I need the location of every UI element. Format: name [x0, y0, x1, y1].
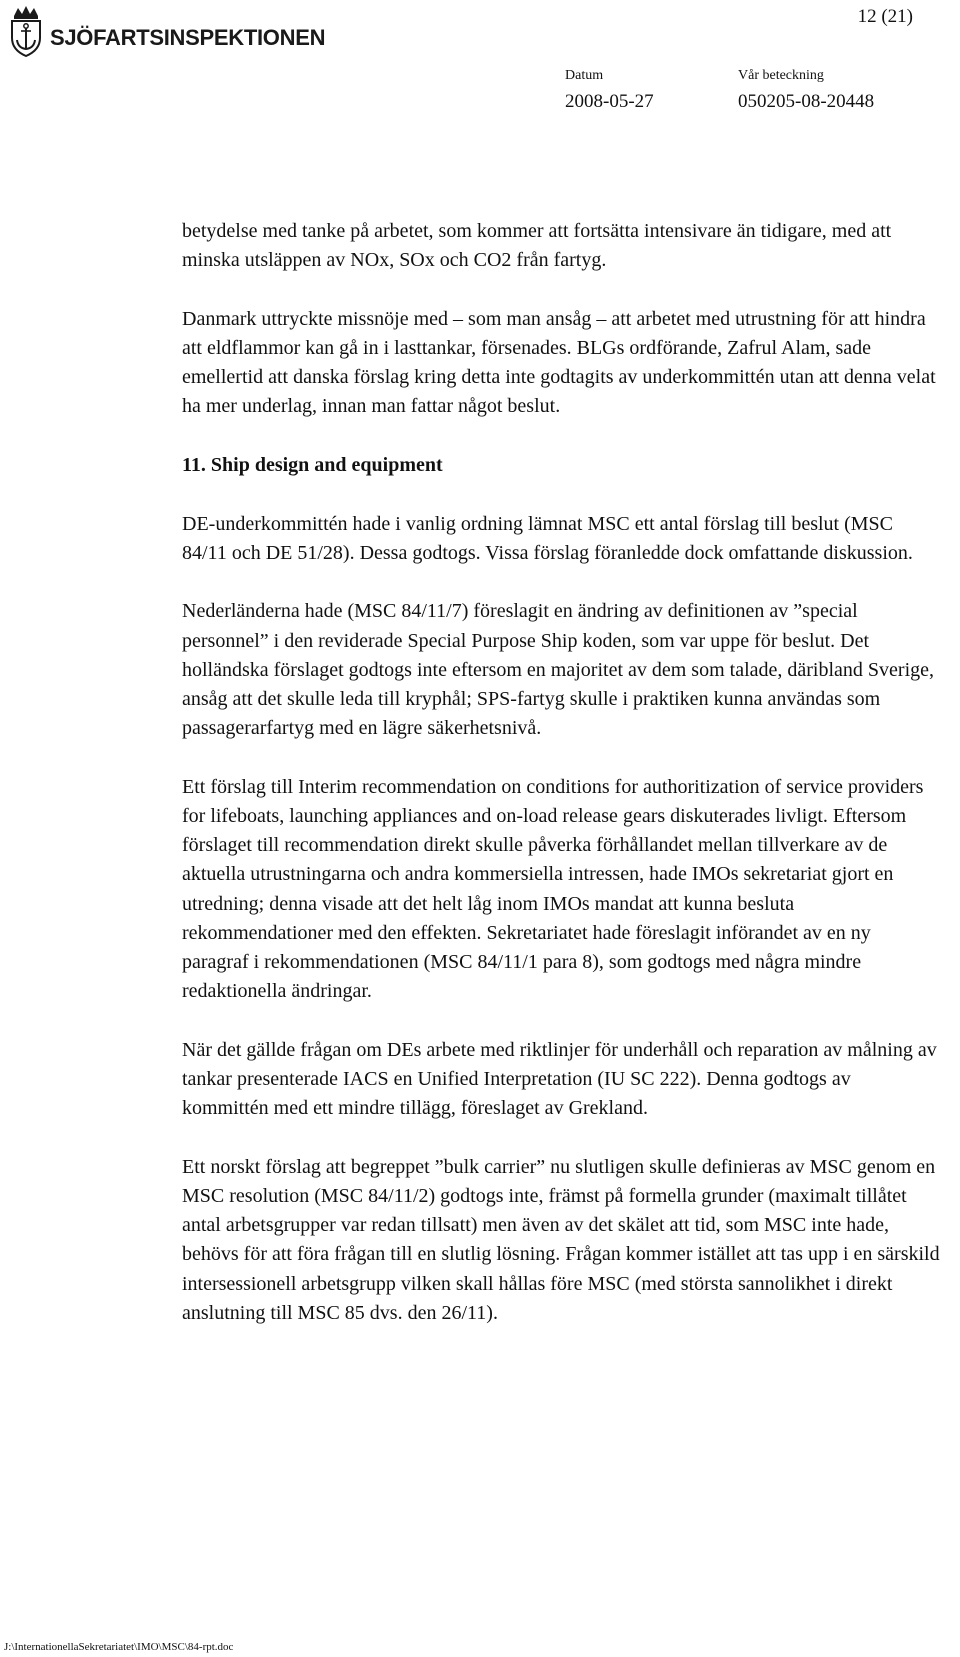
org-logo	[6, 4, 325, 58]
paragraph: DE-underkommittén hade i vanlig ordning lämnat MSC ett antal förslag till beslut (MSC 84/11 och DE 51/28). Dessa godtogs. Vissa förslag föranledde dock omfattande diskussion.	[182, 512, 913, 564]
file-path-footer: J:\InternationellaSekretariatet\IMO\MSC\84-rpt.doc	[4, 1641, 234, 1653]
org-name: SJÖFARTSINSPEKTIONEN	[50, 25, 326, 50]
paragraph: Nederländerna hade (MSC 84/11/7) föreslagit en ändring av definitionen av ”special personnel” i den reviderade Special Purpose Ship koden, som var uppe för beslut. Det holländska förslaget godtogs inte eftersom en majoritet av dem som talade, däribland Sverige, ansåg att det skulle leda till kryphål; SPS-fartyg skulle i praktiken kunna användas som passagerarfartyg med en lägre säkerhetsnivå.	[182, 600, 935, 740]
reference-value: 050205-08-20448	[738, 91, 875, 112]
paragraph: Ett norskt förslag att begreppet ”bulk carrier” nu slutligen skulle definieras av MSC genom en MSC resolution (MSC 84/11/2) godtogs inte, främst på formella grunder (maximalt tillåtet antal arbetsgrupper var redan tillsatt) men även av det skälet att tid, som MSC inte hade, behövs för att föra frågan till en slutlig lösning. Frågan kommer istället att tas upp i en särskild intersessionell arbetsgrupp vilken skall hållas före MSC (med största sannolikhet i direkt anslutning till MSC 85 dvs. den 26/11).	[182, 1155, 940, 1324]
section-heading: 11. Ship design and equipment	[182, 454, 443, 476]
paragraph: Danmark uttryckte missnöje med – som man ansåg – att arbetet med utrustning för att hindra att eldflammor kan gå in i lasttankar, försenades. BLGs ordförande, Zafrul Alam, sade emellertid att danska förslag kring detta inte godtagits av underkommittén utan att denna velat ha mer underlag, innan man fattar något beslut.	[182, 307, 936, 418]
crown-anchor-emblem-icon	[6, 4, 46, 58]
paragraph: betydelse med tanke på arbetet, som kommer att fortsätta intensivare än tidigare, med att minska utsläppen av NOx, SOx och CO2 från fartyg.	[182, 220, 892, 272]
paragraph: Ett förslag till Interim recommendation on conditions for authoritization of service providers for lifeboats, launching appliances and on-load release gears diskuterades livligt. Eftersom förslaget till recommendation direkt skulle påverka förhållandet mellan tillverkare av de aktuella utrustningarna och andra kommersiella intressen, hade IMOs sekretariat gjort en utredning; denna visade att det helt låg inom IMOs mandat att kunna besluta rekommendationer med den effekten. Sekretariatet hade föreslagit införandet av en ny paragraf i rekommendationen (MSC 84/11/1 para 8), som godtogs med några mindre redaktionella ändringar.	[182, 775, 924, 1003]
reference-label: Vår beteckning	[738, 68, 824, 83]
date-value: 2008-05-27	[565, 91, 654, 112]
paragraph: När det gällde frågan om DEs arbete med riktlinjer för underhåll och reparation av målning av tankar presenterade IACS en Unified Interpretation (IU SC 222). Denna godtogs av kommittén med ett mindre tillägg, föreslaget av Grekland.	[182, 1038, 937, 1120]
page-number: 12 (21)	[857, 6, 913, 27]
document-body	[182, 217, 942, 1357]
date-label: Datum	[565, 68, 604, 83]
